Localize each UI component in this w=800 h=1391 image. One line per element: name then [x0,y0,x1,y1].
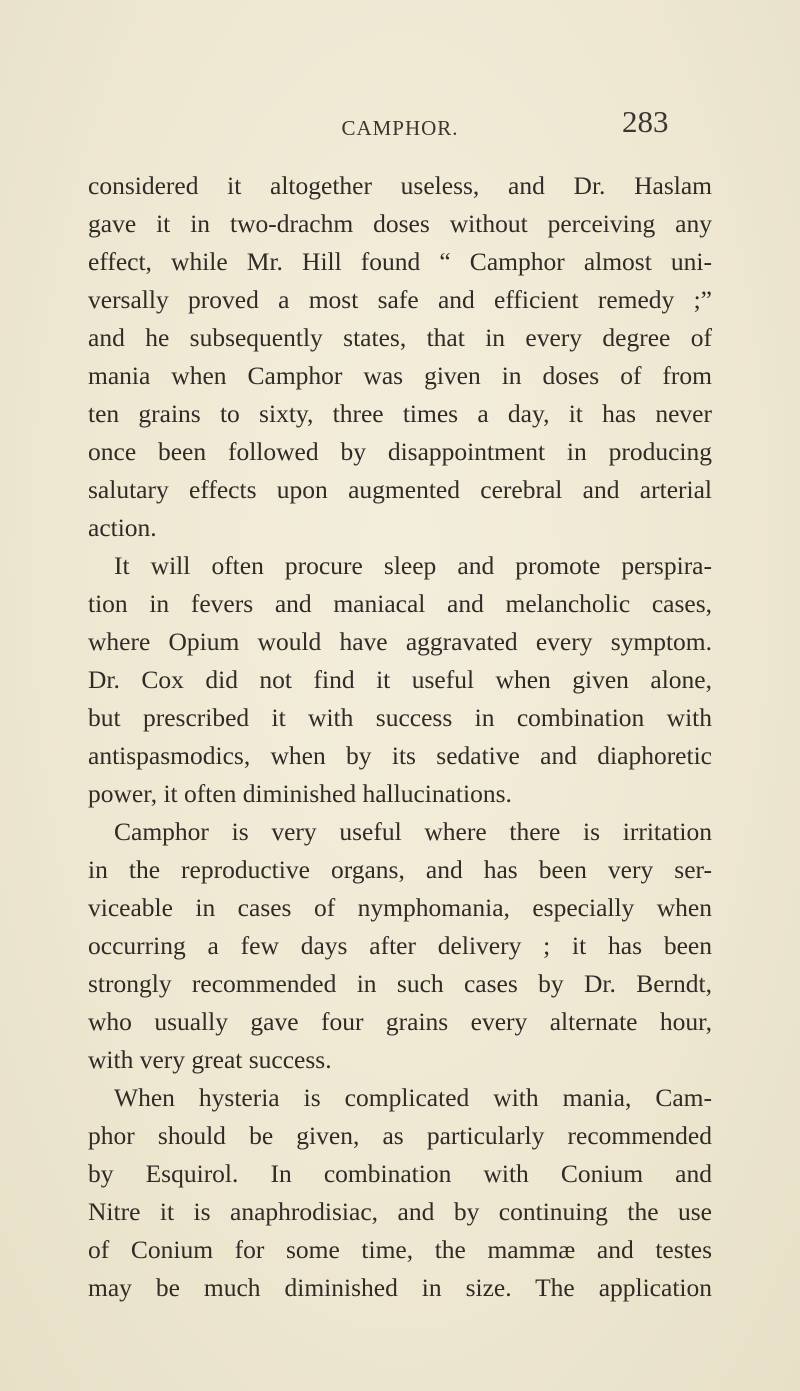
text-line-22: strongly recommended in such cases by Dr. Berndt, [88,969,712,998]
text-line-9: salutary effects upon augmented cerebral and arterial [88,475,712,504]
text-line-2: gave it in two-drachm doses without perceiving any [88,209,712,238]
text-line-17: power, it often diminished hallucinations. [88,779,512,808]
running-title: CAMPHOR. [341,116,459,140]
text-line-14: Dr. Cox did not find it useful when given alone, [88,665,712,694]
text-line-10: action. [88,513,157,542]
text-line-7: ten grains to sixty, three times a day, it has never [88,399,712,428]
text-line-26: phor should be given, as particularly recommended [88,1121,712,1150]
text-line-19: in the reproductive organs, and has been very ser- [88,855,712,884]
text-line-8: once been followed by disappointment in producing [88,437,712,466]
text-line-25: When hysteria is complicated with mania, Cam- [114,1083,712,1112]
text-line-5: and he subsequently states, that in every degree of [88,323,712,352]
text-line-23: who usually gave four grains every alternate hour, [88,1007,712,1036]
text-line-28: Nitre it is anaphrodisiac, and by continuing the use [88,1197,712,1226]
text-line-12: tion in fevers and maniacal and melancholic cases, [88,589,712,618]
text-line-6: mania when Camphor was given in doses of from [88,361,712,390]
text-line-3: effect, while Mr. Hill found “ Camphor almost uni- [88,247,712,276]
text-line-1: considered it altogether useless, and Dr. Haslam [88,171,712,200]
text-line-4: versally proved a most safe and efficient remedy ;” [88,285,712,314]
text-line-21: occurring a few days after delivery ; it has been [88,931,712,960]
text-line-11: It will often procure sleep and promote perspira- [114,551,712,580]
text-line-30: may be much diminished in size. The application [88,1273,712,1302]
text-line-29: of Conium for some time, the mammæ and testes [88,1235,712,1264]
text-line-27: by Esquirol. In combination with Conium and [88,1159,712,1188]
text-line-18: Camphor is very useful where there is irritation [114,817,712,846]
page-number: 283 [622,104,669,139]
text-line-24: with very great success. [88,1045,332,1074]
text-line-15: but prescribed it with success in combination with [88,703,712,732]
text-line-20: viceable in cases of nymphomania, especially when [88,893,712,922]
text-line-16: antispasmodics, when by its sedative and diaphoretic [88,741,712,770]
text-line-13: where Opium would have aggravated every symptom. [88,627,712,656]
